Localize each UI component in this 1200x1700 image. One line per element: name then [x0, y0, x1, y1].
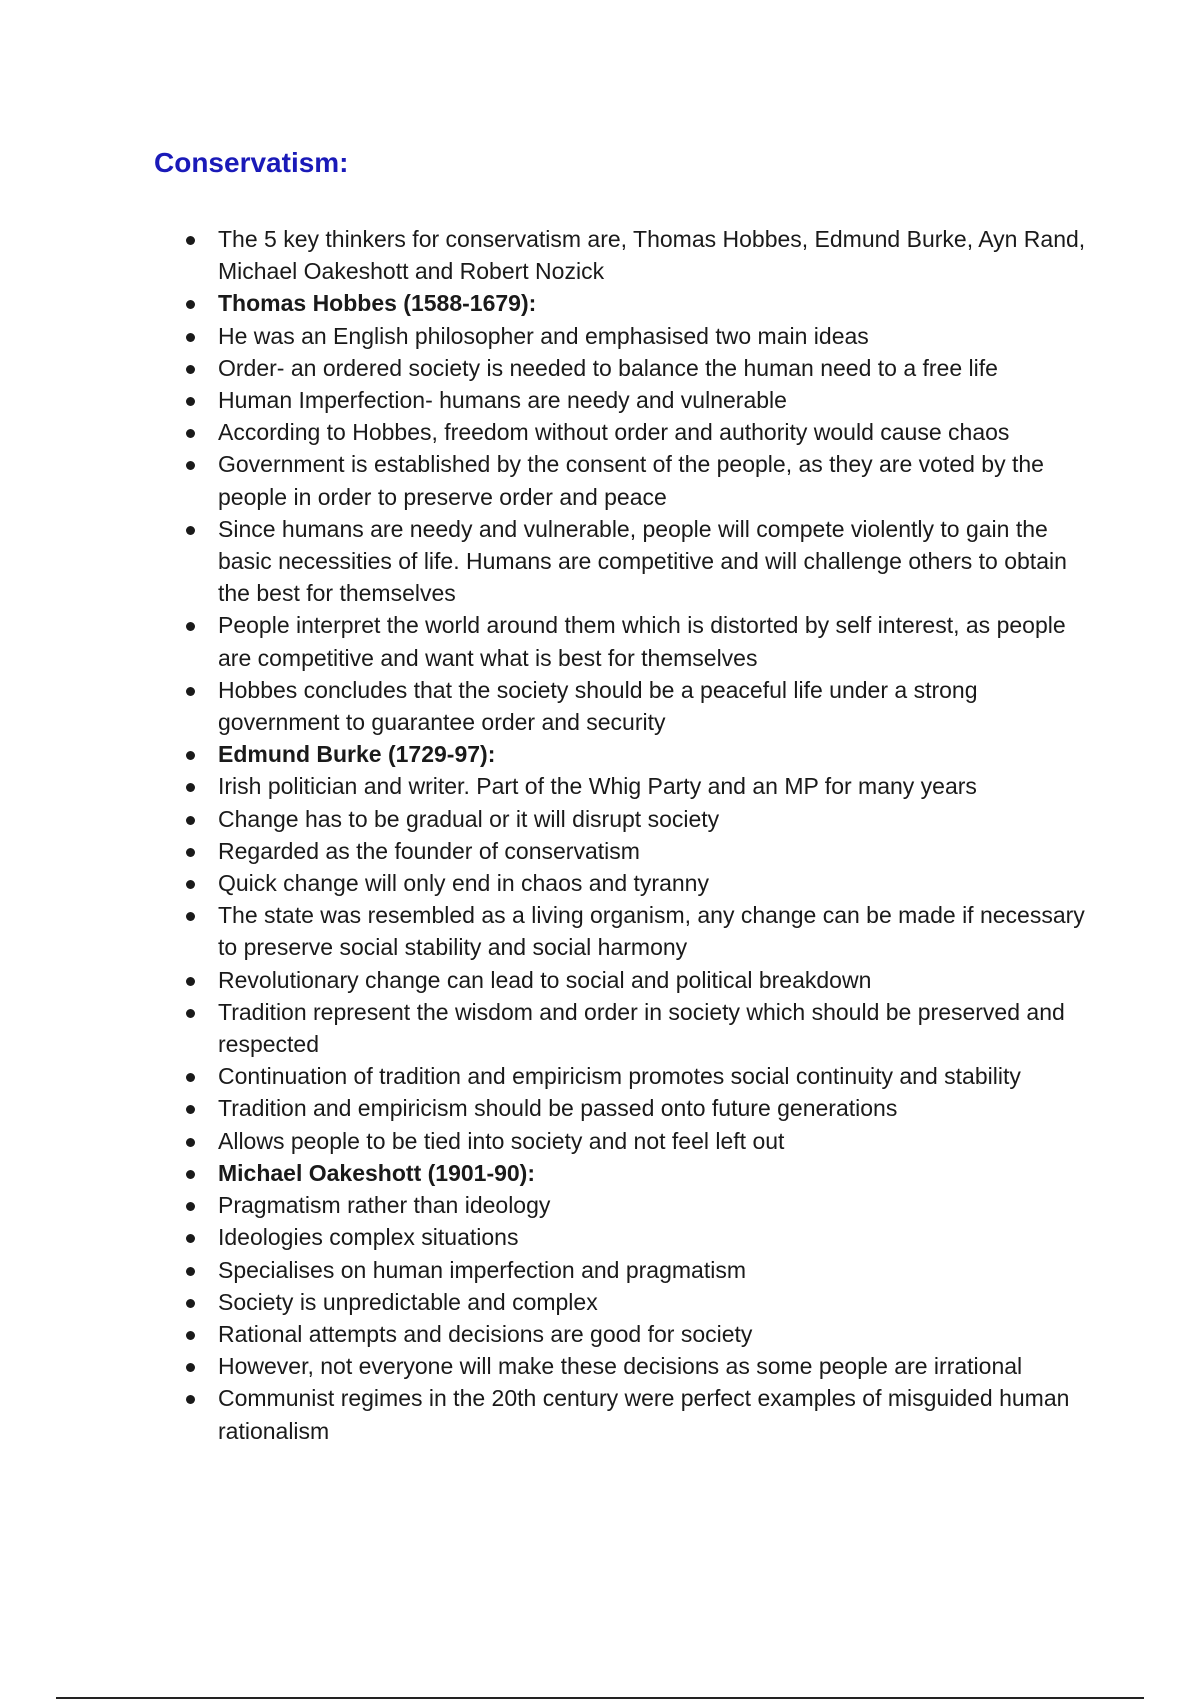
list-item — [182, 1350, 1102, 1382]
section-heading-item — [182, 738, 1102, 770]
list-item — [182, 996, 1102, 1060]
list-item-text: Society is unpredictable and complex — [218, 1288, 598, 1315]
list-item-text: Thomas Hobbes (1588-1679): — [218, 290, 537, 317]
bullet-icon — [186, 1105, 195, 1114]
list-item — [182, 867, 1102, 899]
list-item-text: Continuation of tradition and empiricism promotes social continuity and stability — [218, 1063, 1021, 1090]
list-item — [182, 609, 1102, 673]
list-item — [182, 1382, 1102, 1446]
list-item — [182, 674, 1102, 738]
bullet-icon — [186, 1234, 195, 1243]
bullet-icon — [186, 1299, 195, 1308]
list-item-text: Specialises on human imperfection and pragmatism — [218, 1256, 746, 1283]
list-item-text: Communist regimes in the 20th century were perfect examples of misguided human rationalism — [218, 1385, 1070, 1444]
bullet-icon — [186, 622, 195, 631]
bullet-icon — [186, 333, 195, 342]
list-item-text: Quick change will only end in chaos and tyranny — [218, 870, 709, 897]
list-item — [182, 835, 1102, 867]
list-item — [182, 899, 1102, 963]
bullet-icon — [186, 365, 195, 374]
bullet-icon — [186, 912, 195, 921]
bullet-icon — [186, 397, 195, 406]
section-heading-item — [182, 287, 1102, 319]
list-item — [182, 964, 1102, 996]
bullet-icon — [186, 236, 195, 245]
list-item — [182, 1060, 1102, 1092]
list-item-text: According to Hobbes, freedom without order and authority would cause chaos — [218, 419, 1010, 446]
bullet-icon — [186, 429, 195, 438]
bullet-icon — [186, 1267, 195, 1276]
list-item-text: Regarded as the founder of conservatism — [218, 837, 640, 864]
list-item — [182, 1221, 1102, 1253]
list-item-text: Order- an ordered society is needed to balance the human need to a free life — [218, 354, 998, 381]
bullet-icon — [186, 1138, 195, 1147]
bullet-icon — [186, 1202, 195, 1211]
list-item-text: Tradition represent the wisdom and order in society which should be preserved and respected — [218, 998, 1065, 1058]
list-item-text: Pragmatism rather than ideology — [218, 1192, 551, 1219]
bullet-icon — [186, 751, 195, 760]
bullet-icon — [186, 300, 195, 309]
list-item-text: Revolutionary change can lead to social and political breakdown — [218, 966, 872, 993]
list-item — [182, 1125, 1102, 1157]
list-item-text: He was an English philosopher and emphasised two main ideas — [218, 322, 869, 349]
bullet-icon — [186, 848, 195, 857]
bullet-icon — [186, 1363, 195, 1372]
list-item-text: Since humans are needy and vulnerable, people will compete violently to gain the basic necessities of life. Humans are competitive and will challenge others to obtain the best for themselves — [218, 515, 1067, 607]
list-item-text: The 5 key thinkers for conservatism are, Thomas Hobbes, Edmund Burke, Ayn Rand, Michael Oakeshott and Robert Nozick — [218, 226, 1086, 285]
list-item — [182, 223, 1102, 287]
footer-divider — [56, 1697, 1144, 1699]
list-item — [182, 803, 1102, 835]
list-item — [182, 770, 1102, 802]
list-item-text: Change has to be gradual or it will disrupt society — [218, 805, 720, 832]
bullet-icon — [186, 880, 195, 889]
list-item — [182, 416, 1102, 448]
list-item-text: Michael Oakeshott (1901-90): — [218, 1159, 536, 1186]
list-item-text: Hobbes concludes that the society should be a peaceful life under a strong government to guarantee order and security — [218, 676, 978, 736]
list-item — [182, 1092, 1102, 1124]
bullet-icon — [186, 526, 195, 535]
list-item — [182, 513, 1102, 610]
bullet-icon — [186, 816, 195, 825]
list-item-text: Edmund Burke (1729-97): — [218, 741, 496, 768]
page-title: Conservatism: — [154, 147, 349, 178]
list-item — [182, 1286, 1102, 1318]
section-heading-item — [182, 1157, 1102, 1189]
list-item-text: Human Imperfection- humans are needy and vulnerable — [218, 387, 787, 414]
list-item-text: People interpret the world around them which is distorted by self interest, as people are competitive and want what is best for themselves — [218, 612, 1066, 671]
list-item — [182, 1254, 1102, 1286]
list-item — [182, 352, 1102, 384]
list-item-text: Government is established by the consent of the people, as they are voted by the people in order to preserve order and peace — [218, 451, 1044, 510]
list-item — [182, 1189, 1102, 1221]
notes-list — [182, 223, 1102, 1447]
list-item-text: Tradition and empiricism should be passed onto future generations — [218, 1095, 898, 1122]
list-item — [182, 320, 1102, 352]
bullet-icon — [186, 1073, 195, 1082]
list-item-text: However, not everyone will make these decisions as some people are irrational — [218, 1353, 1023, 1380]
list-item-text: Irish politician and writer. Part of the Whig Party and an MP for many years — [218, 773, 977, 800]
list-item-text: Ideologies complex situations — [218, 1224, 519, 1251]
bullet-icon — [186, 783, 195, 792]
bullet-icon — [186, 1170, 195, 1179]
list-item — [182, 384, 1102, 416]
list-item — [182, 448, 1102, 512]
bullet-icon — [186, 1395, 195, 1404]
bullet-icon — [186, 687, 195, 696]
list-item-text: Rational attempts and decisions are good for society — [218, 1320, 753, 1347]
bullet-icon — [186, 461, 195, 470]
list-item-text: Allows people to be tied into society and not feel left out — [218, 1127, 785, 1154]
bullet-icon — [186, 1331, 195, 1340]
bullet-icon — [186, 1009, 195, 1018]
bullet-icon — [186, 977, 195, 986]
list-item — [182, 1318, 1102, 1350]
list-item-text: The state was resembled as a living organism, any change can be made if necessary to preserve social stability and social harmony — [218, 902, 1085, 961]
